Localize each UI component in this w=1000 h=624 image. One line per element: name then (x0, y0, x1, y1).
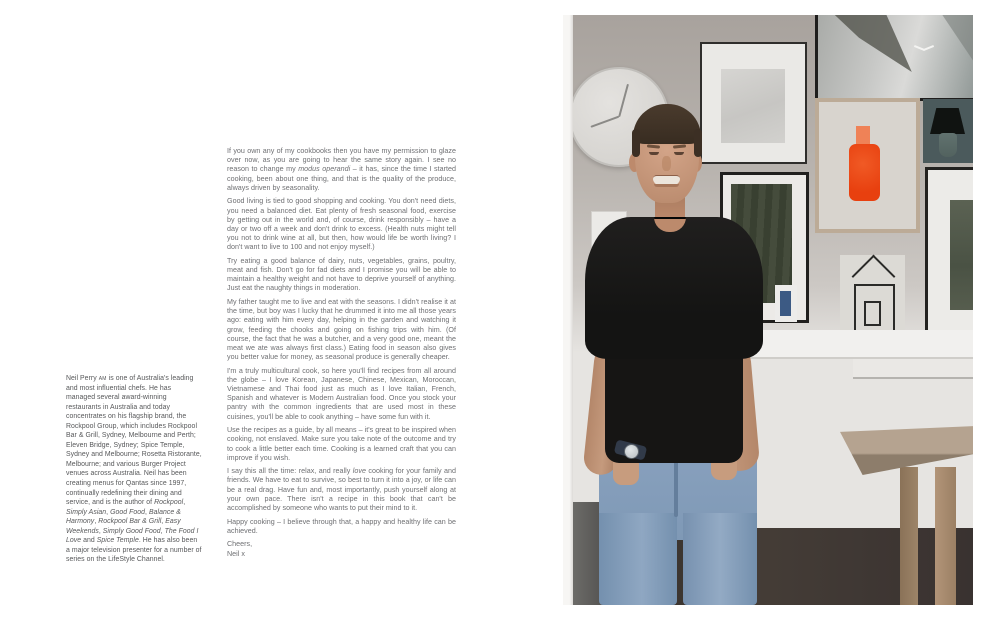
italic-run: Rockpool Bar & Grill (98, 518, 162, 526)
italic-run: Spice Temple (96, 537, 139, 545)
text-run: Happy cooking – I believe through that, a happy and healthy life can be achieved. (227, 517, 456, 535)
italic-run: Balance & Harmony (66, 508, 181, 526)
introduction-text (227, 147, 456, 559)
intro-paragraph (227, 298, 456, 362)
text-run: and (81, 537, 97, 545)
dark-shape (826, 15, 936, 75)
man-eye (649, 152, 659, 155)
italic-run: modus operandi (298, 165, 351, 174)
intro-paragraph (227, 257, 456, 294)
intro-paragraph (227, 197, 456, 252)
lamp-shade (930, 108, 965, 134)
picture-frame-lamp-painting (923, 99, 973, 163)
intro-paragraph (227, 367, 456, 422)
italic-run: Simply Asian (66, 508, 107, 516)
man-hair-side (694, 129, 702, 157)
signoff-line-name: Neil x (227, 549, 245, 558)
text-run: My father taught me to live and eat with the seasons. I didn't realise it at the time, but boy was I lucky that he drummed it into me all those years ago: eating with him every day, helping in the garden and watching it grow, feeding the chooks and going on fishing trips with him. (Of course, the fact that he was a butcher, and a very good one, meant the meat we ate was always first class.) Eating food in season also gives you better value for money, as seasonal produce is generally cheaper. (227, 297, 456, 362)
clock-hand (618, 84, 628, 117)
wrist-watch-face (624, 444, 639, 459)
italic-run: The Food I Love (66, 527, 199, 545)
table-leg (935, 467, 956, 605)
text-run: , (145, 508, 149, 516)
drawer-front (853, 359, 973, 379)
bottle-body (849, 144, 880, 201)
man-lip-shadow (654, 184, 679, 187)
text-run: I'm a truly multicultural cook, so here you'll find recipes from all around the globe – I love Korean, Japanese, Chinese, Mexican, Moroccan, Vietnamese and Thai food just as much as I love Italian, French, Spanish and whatever is Modern Australian food. Once you stock your pantry with the common ingredients that are used most in these cuisines, you'll be able to cook anything – have some fun with it. (227, 366, 456, 421)
clock-hand (591, 116, 620, 128)
author-bio (66, 374, 202, 565)
table-leg (900, 467, 918, 605)
abstract-art (721, 69, 785, 143)
signoff-line-cheers: Cheers, (227, 540, 253, 549)
text-run: , (161, 518, 166, 526)
text-run: Use the recipes as a guide, by all means – it's great to be inspired when cooking, not enslaved. Make sure you take note of the outcome and try to cook a little better each time. Cooking is a learned craft that you can improve if you wish. (227, 426, 456, 462)
text-run: Neil Perry (66, 375, 99, 382)
intro-paragraph (227, 426, 456, 463)
italic-run: Easy Weekends (66, 518, 181, 535)
lamp-base (939, 133, 957, 157)
small-blue-artwork (775, 285, 797, 322)
italic-run: love (352, 467, 366, 476)
italic-run: Good Food (110, 508, 146, 516)
blue-artwork-inner (780, 291, 791, 316)
text-run: I say this all the time: relax, and really (227, 467, 353, 476)
text-run: – it has, since the time I started cooking, been about one thing, and that is the quality of the produce, always driven by seasonality. (227, 165, 456, 192)
picture-frame-abstract (700, 42, 807, 164)
man-hair-side (632, 129, 640, 157)
text-run: is one of Australia's leading and most influential chefs. He has managed several award-winning restaurants in Australia and today concentrates on his flagship brand, the Rockpool Group, which includes Rockpool Bar & Grill, Sydney, Melbourne and Perth; Eleven Bridge, Sydney; Spice Temple, Sydney and Melbourne; Rosetta Ristorante, Melbourne; and various Burger Project venues across Australia. Neil has been creating menus for Qantas since 1997, continually redefining their dining and service, and is the author of (66, 375, 202, 507)
man-jeans-leg (599, 513, 677, 605)
picture-frame-house-sketch (840, 255, 905, 337)
author-photograph (563, 15, 973, 605)
man-jeans-leg (683, 513, 757, 605)
text-run: , (160, 527, 165, 535)
text-run: cooking for your family and friends. We have to eat to survive, so best to turn it into a joy, or life can be a real drag. Have fun and, most importantly, push yourself along at your own pace. There isn't a recipe in this book that can't be accomplished by someone who wants to put their mind to it. (227, 467, 456, 513)
italic-run: Simply Good Food (102, 527, 161, 535)
text-run: , (106, 508, 111, 516)
man-nose (662, 156, 671, 171)
picture-frame-reflection (815, 15, 973, 101)
house-window-line (864, 301, 881, 326)
man-eye (674, 152, 684, 155)
intro-paragraph (227, 518, 456, 536)
signoff (227, 540, 456, 558)
text-run: , (183, 499, 186, 507)
text-run: Try eating a good balance of dairy, nuts, vegetables, grains, poultry, meat and fish. Don't go for fad diets and I promise you will be able to maintain a healthy weight and not have to deprive yourself of anything. Just eat the naughty things in moderation. (227, 256, 456, 293)
italic-run: Rockpool (154, 499, 184, 507)
bird-mark (923, 45, 934, 51)
man-tshirt-shoulders (585, 217, 763, 359)
door-jamb (563, 15, 573, 605)
text-run: Good living is tied to good shopping and cooking. You don't need diets, you need a balanced diet. Eat plenty of fresh seasonal food, exercise by getting out in the world and, of course, drink responsibly – have a day or two off a week and don't drink to excess. (Health nuts might tell you not to drink wine at all, but then, how would life be worth living? I don't want to live to 100 and not enjoy myself.) (227, 197, 456, 252)
author-bio-text (66, 374, 202, 565)
smallcaps-run: am (98, 375, 107, 382)
reflection-shape (928, 15, 973, 65)
matted-photo-art (950, 200, 973, 310)
text-run: . He has also been a major television presenter for a number of series on the LifeStyle Channel. (66, 537, 202, 564)
intro-paragraph (227, 147, 456, 193)
intro-paragraph (227, 467, 456, 513)
text-run: If you own any of my cookbooks then you have my permission to glaze over now, as you are going to hear the same story again. I see no reason to change my (227, 147, 456, 174)
text-run: , (94, 518, 99, 526)
picture-frame-matted-photo (925, 167, 973, 345)
picture-frame-red-bottle (815, 98, 920, 233)
text-run: , (98, 527, 103, 535)
introduction-paragraphs (227, 147, 456, 536)
